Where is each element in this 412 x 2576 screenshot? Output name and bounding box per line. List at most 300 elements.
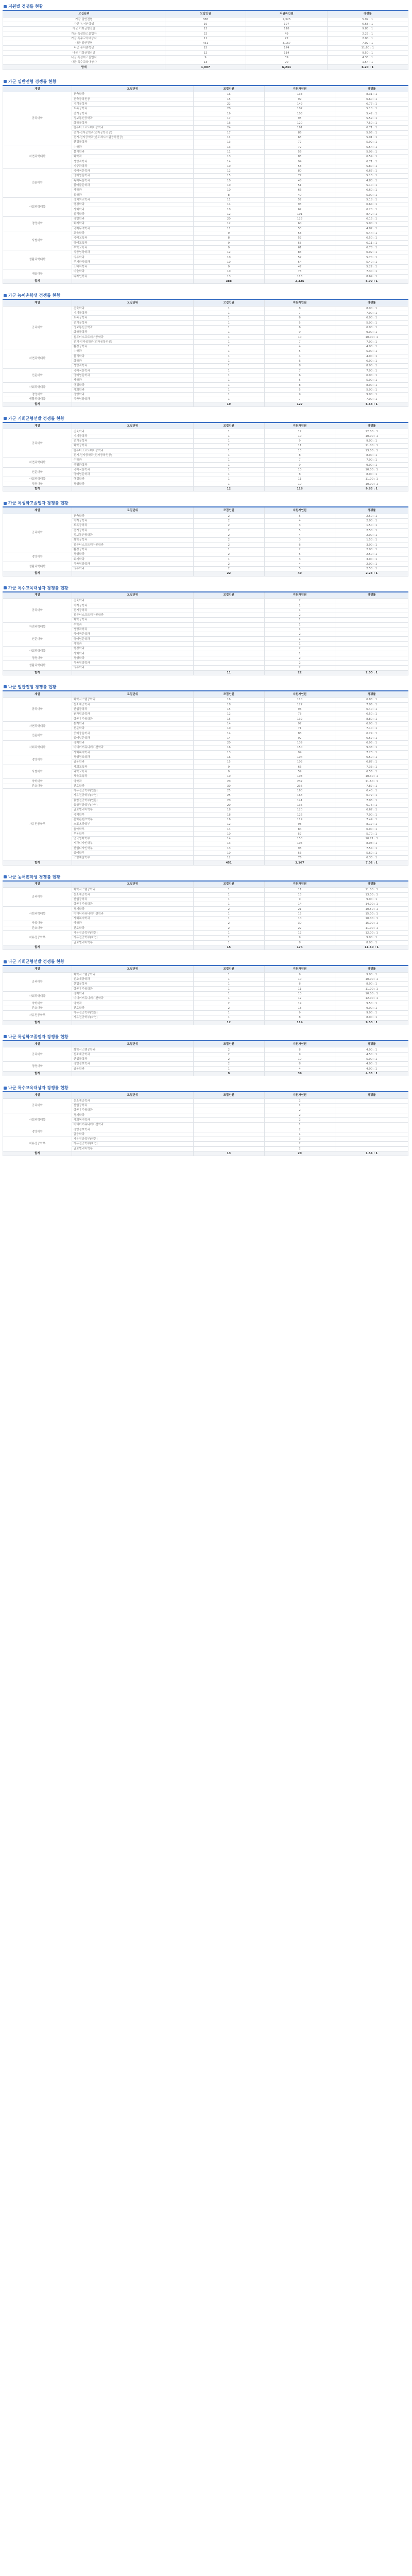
table-row [3, 888, 408, 892]
table-cell: 5.59 : 1 [335, 116, 408, 121]
table-cell: 5.60 : 1 [335, 851, 408, 855]
department-cell: 정치외교학과 [72, 197, 193, 202]
table-cell: 102 [264, 107, 335, 111]
table-cell: 1 [193, 917, 264, 921]
table-cell: 가군 일반전형 [3, 17, 165, 22]
table-cell: 나군 특수교육대상자 [3, 60, 165, 65]
table-cell: 1 [193, 448, 264, 453]
table-cell: 1 [193, 325, 264, 330]
table-cell: 9 [193, 769, 264, 774]
table-cell: 2 [264, 647, 335, 651]
table-cell: 12 [193, 712, 264, 717]
table-cell [335, 1123, 408, 1127]
table-row [3, 1098, 408, 1103]
table-cell: 10 [264, 434, 335, 438]
table-cell: 5.00 : 1 [335, 222, 408, 226]
table-cell: 13 [193, 140, 264, 145]
total-cell: 9 [193, 1071, 264, 1076]
table-cell: 1.54 : 1 [327, 60, 408, 65]
table-cell: 5.42 : 1 [335, 111, 408, 116]
table-cell: 1 [193, 364, 264, 368]
department-cell: 국제무역학과 [72, 226, 193, 231]
total-cell: 합계 [3, 571, 72, 576]
table-cell: 6.77 : 1 [335, 101, 408, 106]
table-cell: 94 [264, 159, 335, 164]
department-cell: 자유전공학부(인문) [72, 788, 193, 793]
table-cell: 10.00 : 1 [335, 917, 408, 921]
department-cell: 영어영문학과 [72, 637, 193, 641]
table-cell: 11 [193, 135, 264, 140]
department-cell: 수학과 [72, 458, 193, 463]
department-cell: 음악학부 [72, 827, 193, 832]
total-cell: 합계 [3, 1071, 72, 1076]
table-cell: 1 [193, 392, 264, 397]
department-cell: 화학시스템공학과 [72, 1047, 193, 1052]
column-header: 모집인원 [193, 965, 264, 972]
department-cell: 수학교육과 [72, 245, 193, 250]
total-cell: 39 [264, 1071, 335, 1076]
department-cell: 정보통신공학과 [72, 325, 193, 330]
table-cell [193, 1117, 264, 1122]
competition-table [3, 880, 408, 950]
table-cell: 1 [193, 972, 264, 977]
table-cell: 20 [193, 107, 264, 111]
department-cell: 사학과 [72, 188, 193, 193]
section-title [3, 1033, 412, 1040]
department-cell: 생명과학과 [72, 463, 193, 467]
table-cell: 7.44 : 1 [335, 817, 408, 822]
table-cell: 4.50 : 1 [335, 1052, 408, 1057]
table-cell: 10.00 : 1 [335, 467, 408, 472]
table-cell: 12 [264, 930, 335, 935]
table-cell: 9.00 : 1 [335, 463, 408, 467]
college-name-cell: 공과대학 [3, 972, 72, 991]
competition-table [3, 85, 408, 284]
table-cell: 4.00 : 1 [335, 1047, 408, 1052]
table-cell: 1 [193, 936, 264, 940]
table-cell: 10.50 : 1 [335, 907, 408, 911]
department-cell: 신소재공학과 [72, 1052, 193, 1057]
table-cell: 4 [264, 1066, 335, 1071]
table-row [3, 562, 408, 566]
table-cell: 77 [264, 140, 335, 145]
section-bullet-icon [4, 5, 7, 8]
table-cell: 2 [264, 547, 335, 552]
total-cell: 49 [264, 571, 335, 576]
table-cell: 10 [193, 269, 264, 274]
department-cell: 물리학과 [72, 354, 193, 359]
table-cell: 가군 특수교육대상자 [3, 36, 165, 41]
table-cell: 2 [193, 926, 264, 930]
table-cell [335, 599, 408, 603]
table-cell [335, 1142, 408, 1146]
table-cell: 12.00 : 1 [335, 429, 408, 434]
table-row [3, 1113, 408, 1117]
table-cell: 1 [193, 383, 264, 387]
table-cell: 8.00 : 1 [335, 940, 408, 945]
college-name-cell: 인문대학 [3, 467, 72, 477]
total-row [3, 571, 408, 576]
table-cell: 56 [264, 149, 335, 154]
table-cell: 16 [193, 817, 264, 822]
table-cell: 6.88 : 1 [335, 698, 408, 702]
table-cell: 8 [264, 472, 335, 477]
table-cell: 57 [264, 832, 335, 836]
department-cell: 신소재공학과 [72, 702, 193, 707]
department-cell: 전기·전자공학과(전자공학전공) [72, 130, 193, 135]
department-cell: 경제학과 [72, 741, 193, 745]
table-cell: 9 [193, 765, 264, 769]
department-cell: 금융학과 [72, 1132, 193, 1137]
table-cell: 2 [264, 666, 335, 670]
table-cell: 132 [264, 717, 335, 721]
department-cell: 영어영문학과 [72, 174, 193, 178]
department-cell: 사회학과 [72, 207, 193, 212]
total-cell: 388 [193, 279, 264, 283]
college-name-cell: 사회과학대학 [3, 991, 72, 1001]
table-cell: 14 [193, 202, 264, 207]
department-cell: 컴퓨터소프트웨어공학과 [72, 613, 193, 617]
department-cell: 건축학과 [72, 92, 193, 97]
column-header: 모집인원 [165, 10, 246, 17]
college-name-cell: 공과대학 [3, 306, 72, 349]
table-cell: 9 [165, 55, 246, 60]
table-cell: 7.00 : 1 [335, 340, 408, 344]
department-cell: 철학과 [72, 193, 193, 197]
department-cell: 환경공학과 [72, 547, 193, 552]
table-cell [193, 1098, 264, 1103]
table-cell: 19 [193, 111, 264, 116]
table-cell: 2 [264, 1113, 335, 1117]
table-cell: 80 [264, 169, 335, 174]
table-cell: 10 [264, 1057, 335, 1061]
table-row [3, 22, 408, 26]
table-cell [193, 1108, 264, 1113]
total-cell: 9.50 : 1 [335, 1020, 408, 1025]
table-cell [335, 651, 408, 656]
table-cell: 14 [193, 827, 264, 832]
table-cell: 6.40 : 1 [335, 788, 408, 793]
table-cell: 1 [193, 373, 264, 378]
table-cell: 8.00 : 1 [335, 383, 408, 387]
department-cell: 경영학과 [72, 482, 193, 486]
table-cell: 54 [264, 260, 335, 264]
total-cell: 1.54 : 1 [335, 1151, 408, 1156]
table-cell: 22 [193, 101, 264, 106]
table-header-row [3, 965, 408, 972]
total-row [3, 65, 408, 70]
table-cell: 12 [193, 822, 264, 827]
table-row [3, 741, 408, 745]
department-cell: 화학공학과 [72, 618, 193, 622]
table-cell: 8 [264, 982, 335, 987]
table-cell: 127 [264, 702, 335, 707]
department-cell: 간호학과 [72, 1006, 193, 1010]
table-cell: 6.67 : 1 [335, 169, 408, 174]
table-cell: 12 [264, 429, 335, 434]
department-cell: 수학과 [72, 622, 193, 627]
table-cell: 5 [264, 387, 335, 392]
table-cell: 9 [264, 438, 335, 443]
table-cell: 11 [193, 149, 264, 154]
table-cell: 1 [193, 335, 264, 340]
department-cell: 생명과학과 [72, 364, 193, 368]
table-cell: 9 [193, 264, 264, 269]
college-name-cell: 자유전공학부 [3, 1010, 72, 1020]
table-cell: 11.00 : 1 [335, 926, 408, 930]
department-cell: 시각디자인학부 [72, 841, 193, 846]
table-cell: 95 [264, 116, 335, 121]
department-cell: 불어불문학과 [72, 183, 193, 188]
column-header: 지원자인원 [264, 592, 335, 599]
table-cell: 6 [264, 373, 335, 378]
column-header: 모집인원 [193, 299, 264, 306]
table-cell: 6.33 : 1 [335, 856, 408, 860]
table-cell [193, 618, 264, 622]
table-cell: 133 [264, 92, 335, 97]
table-cell: 20 [193, 216, 264, 221]
table-cell: 1 [193, 996, 264, 1001]
table-cell: 11 [165, 36, 246, 41]
total-cell [72, 860, 193, 865]
column-header: 모집인원 [193, 691, 264, 698]
college-name-cell: 생활과학대학 [3, 250, 72, 269]
column-header: 경쟁률 [335, 507, 408, 514]
college-name-cell: 약학대학 [3, 921, 72, 926]
department-cell: 사회교육과 [72, 765, 193, 769]
table-cell: 1 [193, 911, 264, 916]
total-cell: 4.33 : 1 [335, 1071, 408, 1076]
table-cell [193, 1142, 264, 1146]
table-cell: 236 [264, 784, 335, 788]
table-cell: 5.00 : 1 [335, 193, 408, 197]
table-cell: 4.80 : 1 [335, 178, 408, 183]
column-header: 지원자인원 [246, 10, 327, 17]
college-name-cell: 경영대학 [3, 392, 72, 397]
table-cell [193, 666, 264, 670]
table-cell: 13.00 : 1 [335, 892, 408, 897]
table-cell: 8.00 : 1 [335, 1015, 408, 1020]
department-cell: 전기공학과 [72, 320, 193, 325]
table-cell: 9 [264, 972, 335, 977]
department-cell: 약학과 [72, 921, 193, 926]
department-cell: 스포츠과학부 [72, 822, 193, 827]
table-cell: 161 [264, 126, 335, 130]
department-cell: 컴퓨터소프트웨어공학과 [72, 543, 193, 547]
table-cell: 120 [264, 808, 335, 812]
department-cell: 금융학과 [72, 1066, 193, 1071]
table-cell: 14 [193, 721, 264, 726]
department-cell: 식품영양학과 [72, 660, 193, 665]
table-cell: 9.00 : 1 [335, 972, 408, 977]
table-cell: 1 [193, 354, 264, 359]
competition-table [3, 10, 408, 70]
column-header: 모집단위 [72, 422, 193, 429]
table-cell: 15.00 : 1 [335, 921, 408, 926]
table-header-row [3, 10, 408, 17]
department-cell: 토목공학과 [72, 316, 193, 320]
college-name-cell: 사회과학대학 [3, 197, 72, 216]
table-header-row [3, 299, 408, 306]
section-title-text: 나군 일반전형 경쟁률 현황 [8, 684, 57, 689]
table-cell: 97 [264, 721, 335, 726]
table-cell: 3 [264, 538, 335, 543]
college-name-cell: 공과대학 [3, 599, 72, 622]
table-row [3, 698, 408, 702]
table-row [3, 392, 408, 397]
table-cell: 9.00 : 1 [335, 1006, 408, 1010]
department-cell: 자유전공학부(인문) [72, 1010, 193, 1015]
table-cell: 1 [193, 940, 264, 945]
department-cell: 국어국문학과 [72, 169, 193, 174]
table-cell: 119 [264, 817, 335, 822]
college-name-cell: 자유전공학부 [3, 788, 72, 860]
table-cell: 2 [193, 552, 264, 557]
table-cell: 126 [264, 812, 335, 817]
table-cell: 83 [264, 250, 335, 255]
department-cell: 정보통신공학과 [72, 533, 193, 537]
table-cell: 4 [264, 562, 335, 566]
department-cell: 전기공학과 [72, 111, 193, 116]
table-cell: 11.00 : 1 [335, 888, 408, 892]
table-cell: 4.82 : 1 [335, 226, 408, 231]
table-cell: 103 [264, 774, 335, 779]
table-cell: 72 [264, 145, 335, 149]
department-cell: 산업공학과 [72, 707, 193, 711]
table-cell: 120 [264, 121, 335, 126]
table-row [3, 216, 408, 221]
table-cell: 9 [264, 1010, 335, 1015]
competition-table [3, 965, 408, 1025]
column-header: 경쟁률 [327, 10, 408, 17]
total-cell: 합계 [3, 670, 72, 675]
college-name-cell: 사회과학대학 [3, 383, 72, 393]
table-cell: 1 [193, 482, 264, 486]
department-cell: 약학과 [72, 1001, 193, 1006]
table-cell: 1 [193, 311, 264, 315]
table-cell: 6.60 : 1 [335, 97, 408, 101]
department-cell: 신소재공학과 [72, 977, 193, 981]
department-cell: 전기·전자공학과(전자공학전공) [72, 453, 193, 457]
table-cell: 2 [193, 1057, 264, 1061]
table-cell: 3 [264, 523, 335, 528]
table-cell: 6.20 : 1 [335, 207, 408, 212]
table-cell [193, 647, 264, 651]
table-cell: 3.00 : 1 [335, 557, 408, 562]
table-cell: 8.17 : 1 [335, 822, 408, 827]
section-bullet-icon [4, 294, 7, 297]
table-row [3, 721, 408, 726]
table-cell: 11.60 : 1 [327, 46, 408, 50]
table-cell: 8 [264, 940, 335, 945]
table-cell: 14 [193, 159, 264, 164]
table-cell: 12.00 : 1 [335, 930, 408, 935]
column-header: 모집단위 [72, 691, 193, 698]
table-cell: 20 [193, 803, 264, 807]
table-cell: 1 [193, 892, 264, 897]
competition-section [3, 415, 412, 492]
table-cell: 4.00 : 1 [335, 345, 408, 349]
table-cell: 98 [264, 822, 335, 827]
table-cell: 2 [193, 1001, 264, 1006]
college-name-cell: 공과대학 [3, 698, 72, 721]
table-cell: 18 [264, 1006, 335, 1010]
column-header: 모집인원 [193, 422, 264, 429]
college-name-cell: 자유전공학부 [3, 930, 72, 945]
table-cell [335, 666, 408, 670]
table-row [3, 731, 408, 736]
table-cell: 10 [264, 482, 335, 486]
table-cell: 1 [264, 603, 335, 608]
column-header: 계열 [3, 1092, 72, 1098]
section-bullet-icon [4, 417, 7, 420]
department-cell: 생명과학과 [72, 159, 193, 164]
table-cell: 가군 농어촌학생 [3, 22, 165, 26]
table-cell: 2 [193, 1047, 264, 1052]
table-cell: 2 [264, 1108, 335, 1113]
table-cell: 2 [193, 567, 264, 571]
table-row [3, 656, 408, 660]
section-title-text: 나군 특성화고졸업자 경쟁률 현황 [8, 1034, 68, 1039]
table-cell: 15 [165, 46, 246, 50]
column-header: 지원자인원 [264, 299, 335, 306]
section-title [3, 3, 412, 10]
total-cell: 22 [264, 670, 335, 675]
table-cell [335, 647, 408, 651]
college-name-cell: 자연과학대학 [3, 349, 72, 368]
college-name-cell: 자연과학대학 [3, 458, 72, 468]
table-cell: 1 [193, 477, 264, 482]
table-cell: 1 [193, 902, 264, 907]
column-header: 모집단위 [72, 507, 193, 514]
table-row [3, 231, 408, 235]
table-cell: 25 [193, 788, 264, 793]
table-cell: 16 [193, 121, 264, 126]
department-cell: 자유전공학부(자연) [72, 793, 193, 798]
column-header: 모집인원 [193, 881, 264, 888]
table-cell: 5 [264, 528, 335, 533]
table-row [3, 50, 408, 55]
department-cell: 경영학과 [72, 656, 193, 660]
section-title [3, 292, 412, 299]
table-row [3, 482, 408, 486]
table-cell: 1 [193, 434, 264, 438]
total-cell: 451 [193, 860, 264, 865]
table-cell: 10.00 : 1 [335, 977, 408, 981]
table-cell: 13 [193, 274, 264, 279]
department-cell: 연극영화학부 [72, 836, 193, 841]
table-cell: 85 [264, 155, 335, 159]
table-cell: 7 [264, 311, 335, 315]
table-cell: 13 [264, 892, 335, 897]
college-name-cell: 경영대학 [3, 482, 72, 486]
department-cell: 글로벌리더학부 [72, 940, 193, 945]
column-header: 경쟁률 [335, 592, 408, 599]
competition-section [3, 1084, 412, 1156]
table-cell: 6.00 : 1 [335, 827, 408, 832]
college-name-cell: 약학대학 [3, 1001, 72, 1006]
table-cell: 7.00 : 1 [335, 397, 408, 402]
table-header-row [3, 422, 408, 429]
department-cell: 식품영양학과 [72, 250, 193, 255]
table-row [3, 60, 408, 65]
table-row [3, 921, 408, 926]
table-cell: 7.87 : 1 [335, 784, 408, 788]
table-row [3, 514, 408, 518]
total-cell: 2,325 [264, 279, 335, 283]
total-cell: 7.02 : 1 [335, 860, 408, 865]
table-cell: 8.08 : 1 [335, 841, 408, 846]
